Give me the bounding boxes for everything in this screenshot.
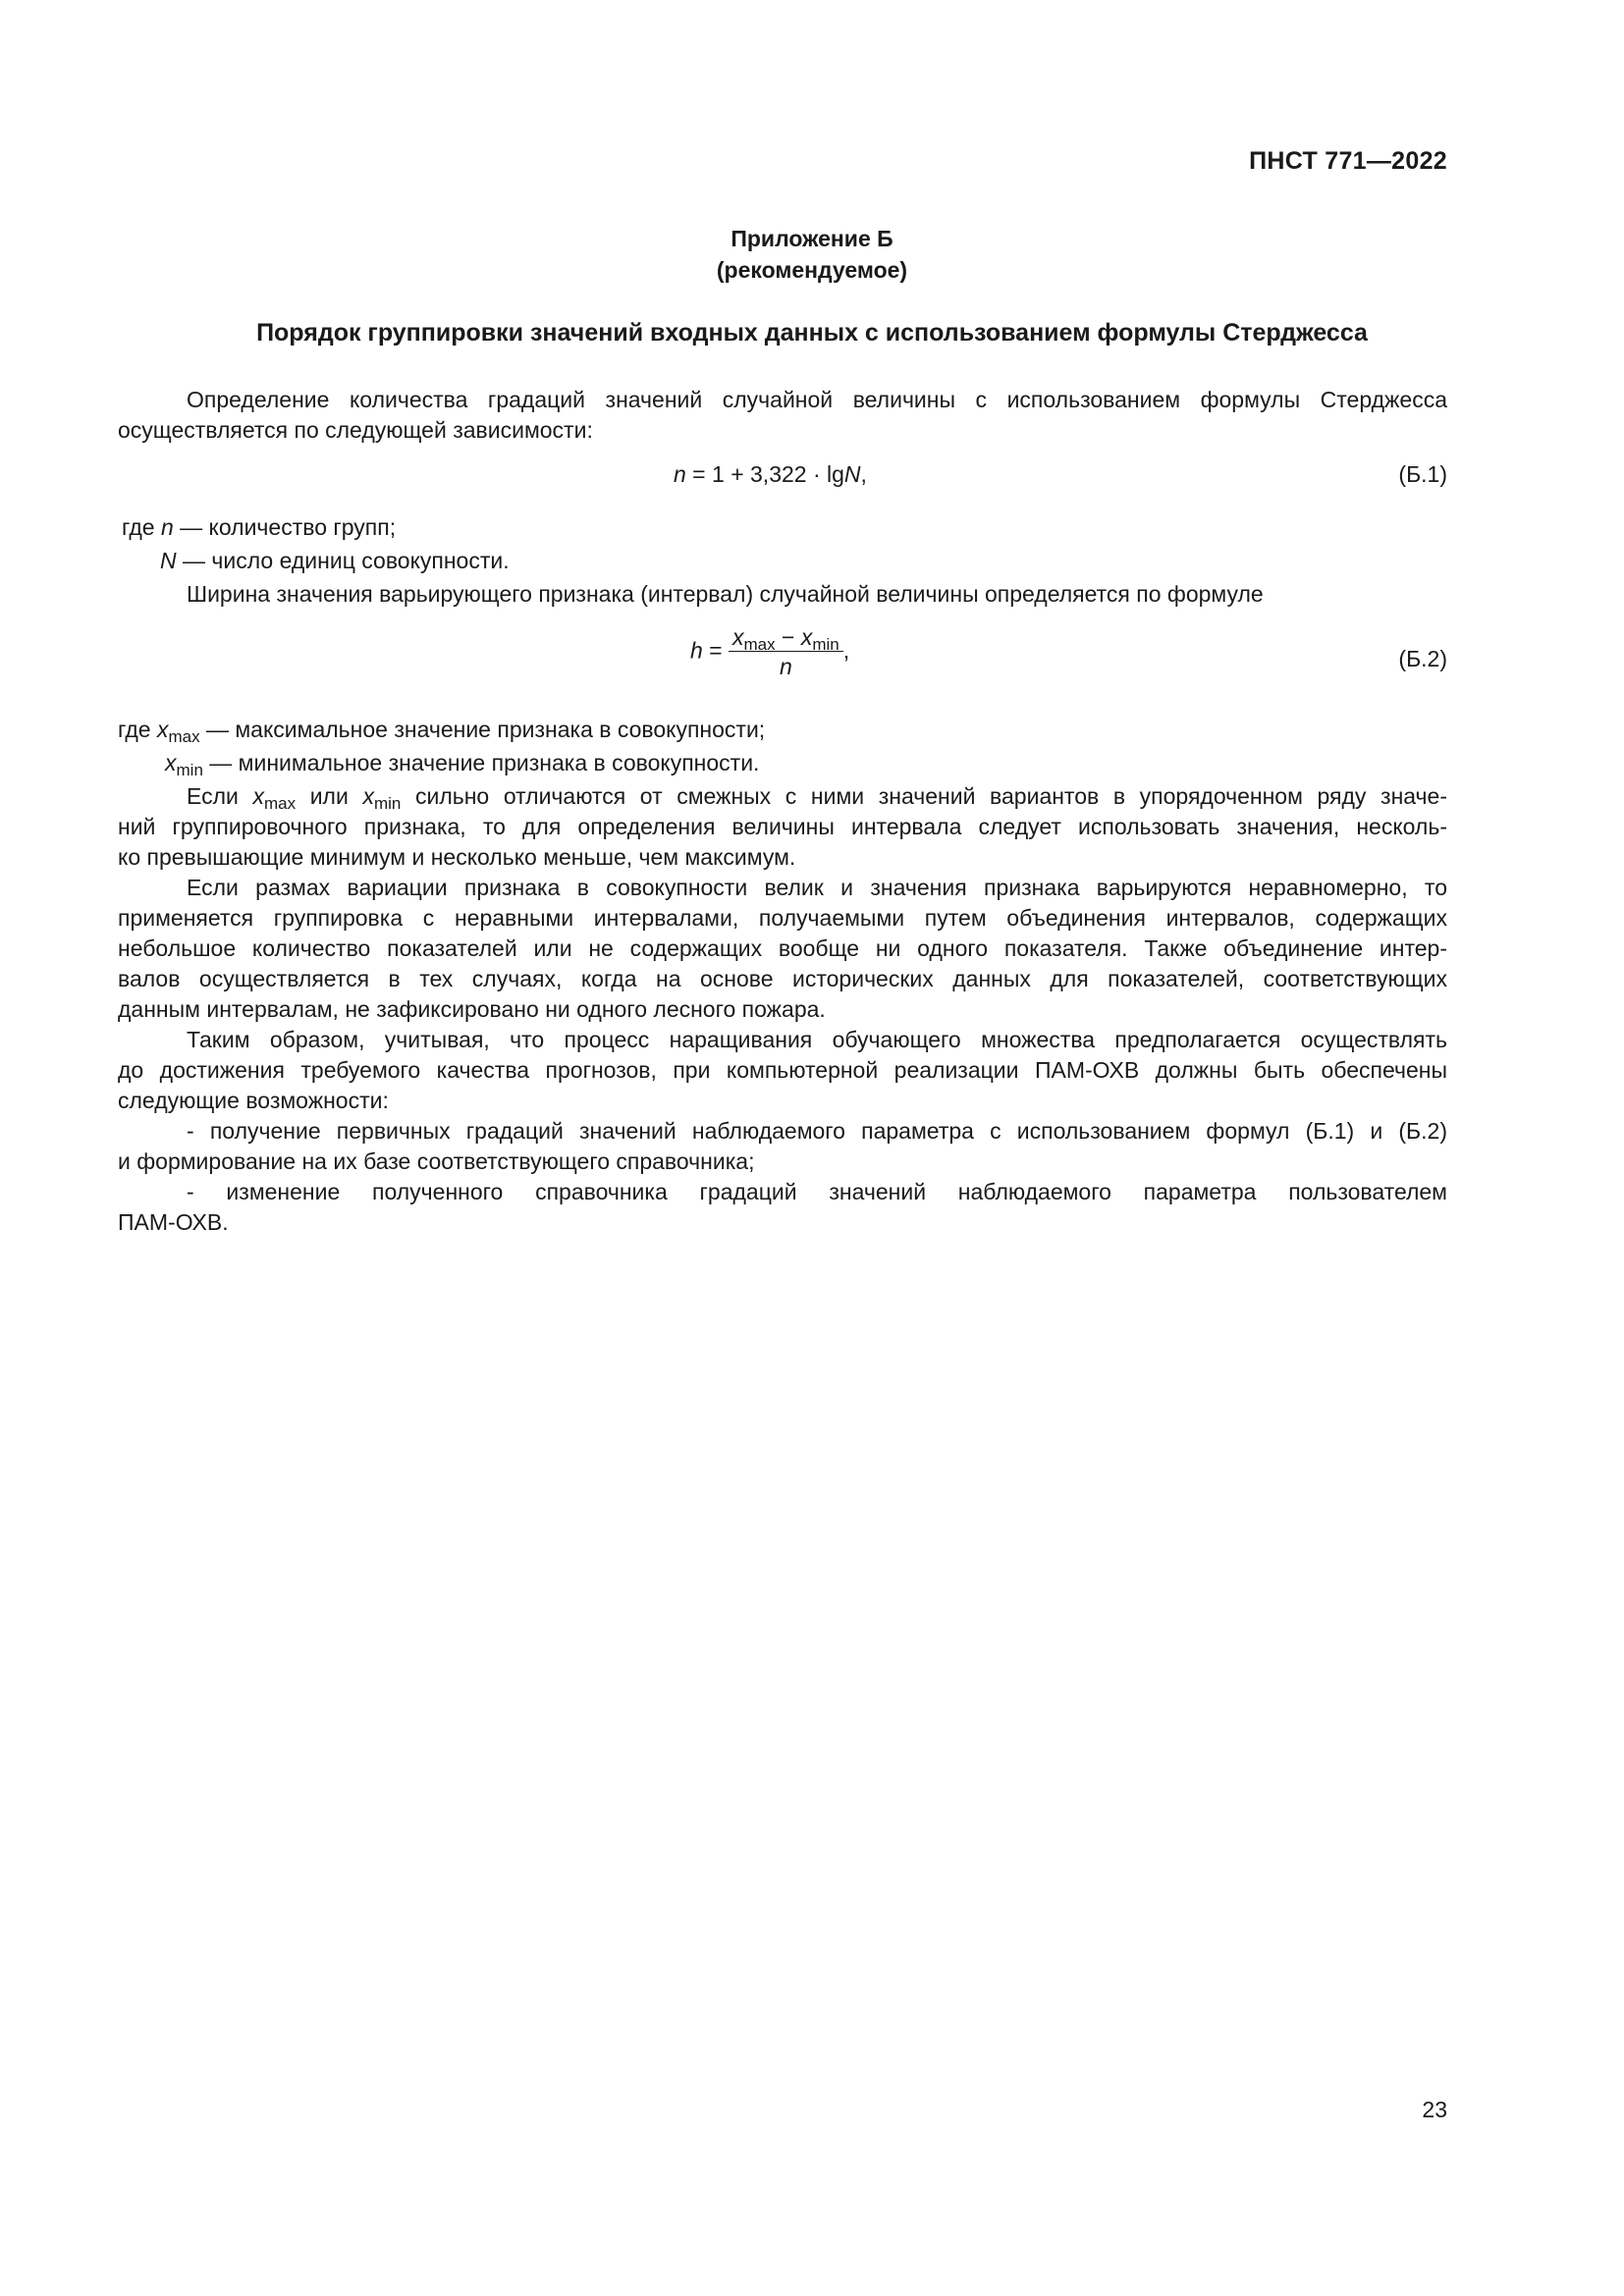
legend2-line2	[165, 748, 759, 778]
bullet1-line2: и формирование на их базе соответствующего справочника;	[118, 1148, 755, 1174]
para4-line4: валов осуществляется в тех случаях, когда на основе исторических данных для показателей, соответствующих	[118, 966, 1447, 991]
legend2-line1	[118, 715, 765, 745]
formula-b1-N: N	[843, 461, 861, 487]
legend-where: где	[122, 514, 161, 540]
para3-end: сильно отличаются от смежных с ними значений вариантов в упорядоченном ряду значе-	[401, 783, 1447, 809]
formula-b1	[674, 461, 867, 488]
bullet2-line1: - изменение полученного справочника градаций значений наблюдаемого параметра пользователем	[187, 1179, 1447, 1204]
formula-b2-h: h	[690, 637, 703, 664]
bullet1-line1: - получение первичных градаций значений наблюдаемого параметра с использованием формул (Б.1) и (Б.2)	[187, 1118, 1447, 1144]
formula-b2-numerator	[729, 623, 843, 652]
legend-xmin-desc: — минимальное значение признака в совокупности.	[202, 750, 760, 775]
formula-b2-max: max	[743, 635, 776, 654]
para4-line1: Если размах вариации признака в совокупности велик и значения признака варьируются неравномерно, то	[187, 875, 1447, 900]
formula-b2-n: n	[779, 654, 792, 679]
legend-n-desc: — количество групп;	[173, 514, 397, 540]
legend1-line1	[122, 512, 396, 543]
legend-N-desc: — число единиц совокупности.	[176, 548, 510, 573]
para3-line3: ко превышающие минимум и несколько меньше, чем максимум.	[118, 844, 796, 870]
formula-b2-min: min	[812, 635, 839, 654]
formula-b2-x1: x	[732, 624, 744, 650]
formula-b2-tail: ,	[842, 637, 850, 664]
legend-xmax-symbol: x	[156, 717, 169, 742]
page-number: 23	[1422, 2097, 1447, 2122]
para2: Ширина значения варьирующего признака (интервал) случайной величины определяется по формуле	[187, 581, 1264, 607]
legend-xmax-desc: — максимальное значение признака в совокупности;	[199, 717, 766, 742]
legend-n-symbol: n	[160, 514, 174, 540]
legend-xmin-sub: min	[176, 761, 203, 779]
para3-xmin-sub: min	[373, 794, 402, 813]
formula-b1-mid: = 1 + 3,322 · lg	[685, 461, 844, 487]
para3-line2: ний группировочного признака, то для определения величины интервала следует использовать значения, несколь-	[118, 814, 1447, 839]
bullet2-line2: ПАМ-ОХВ.	[118, 1209, 229, 1235]
formula-b1-number: (Б.1)	[1398, 461, 1447, 487]
annex-title: Приложение Б	[731, 226, 893, 251]
legend1-line2	[160, 546, 510, 576]
legend-xmax-sub: max	[168, 727, 200, 746]
para5-line1: Таким образом, учитывая, что процесс наращивания обучающего множества предполагается осуществлять	[187, 1027, 1447, 1052]
para3-start: Если	[187, 783, 253, 809]
formula-b1-tail: ,	[860, 461, 867, 487]
legend-xmin-symbol: x	[165, 750, 177, 775]
document-code: ПНСТ 771—2022	[1249, 147, 1447, 175]
para1-line1: Определение количества градаций значений случайной величины с использованием формулы Стерджесса	[187, 387, 1447, 412]
para3-xmax-sub: max	[263, 794, 297, 813]
para4-line2: применяется группировка с неравными интервалами, получаемыми путем объединения интервалов, содержащих	[118, 905, 1447, 931]
formula-b1-n: n	[674, 461, 686, 487]
formula-b2-denominator	[729, 652, 843, 681]
para3-line1	[187, 781, 1447, 812]
para4-line5: данным интервалам, не зафиксировано ни одного лесного пожара.	[118, 996, 826, 1022]
para5-line2: до достижения требуемого качества прогнозов, при компьютерной реализации ПАМ-ОХВ должны быть обеспечены	[118, 1057, 1447, 1083]
para3-xmax: x	[252, 783, 264, 809]
formula-b2-minus: −	[775, 624, 801, 650]
para3-xmin: x	[362, 783, 374, 809]
formula-b2	[690, 623, 849, 681]
formula-b2-number: (Б.2)	[1398, 646, 1447, 671]
formula-b2-x2: x	[800, 624, 813, 650]
para5-line3: следующие возможности:	[118, 1088, 389, 1113]
para3-or: или	[296, 783, 363, 809]
legend2-where: где	[118, 717, 157, 742]
para4-line3: небольшое количество показателей или не содержащих вообще ни одного показателя. Также объединение интер-	[118, 935, 1447, 961]
annex-kind: (рекомендуемое)	[716, 257, 908, 283]
legend-N-symbol: N	[160, 548, 177, 573]
section-title: Порядок группировки значений входных данных с использованием формулы Стерджесса	[256, 319, 1368, 347]
formula-b2-eq: =	[702, 637, 730, 664]
para1-line2: осуществляется по следующей зависимости:	[118, 417, 593, 443]
formula-b2-fraction	[729, 623, 843, 681]
